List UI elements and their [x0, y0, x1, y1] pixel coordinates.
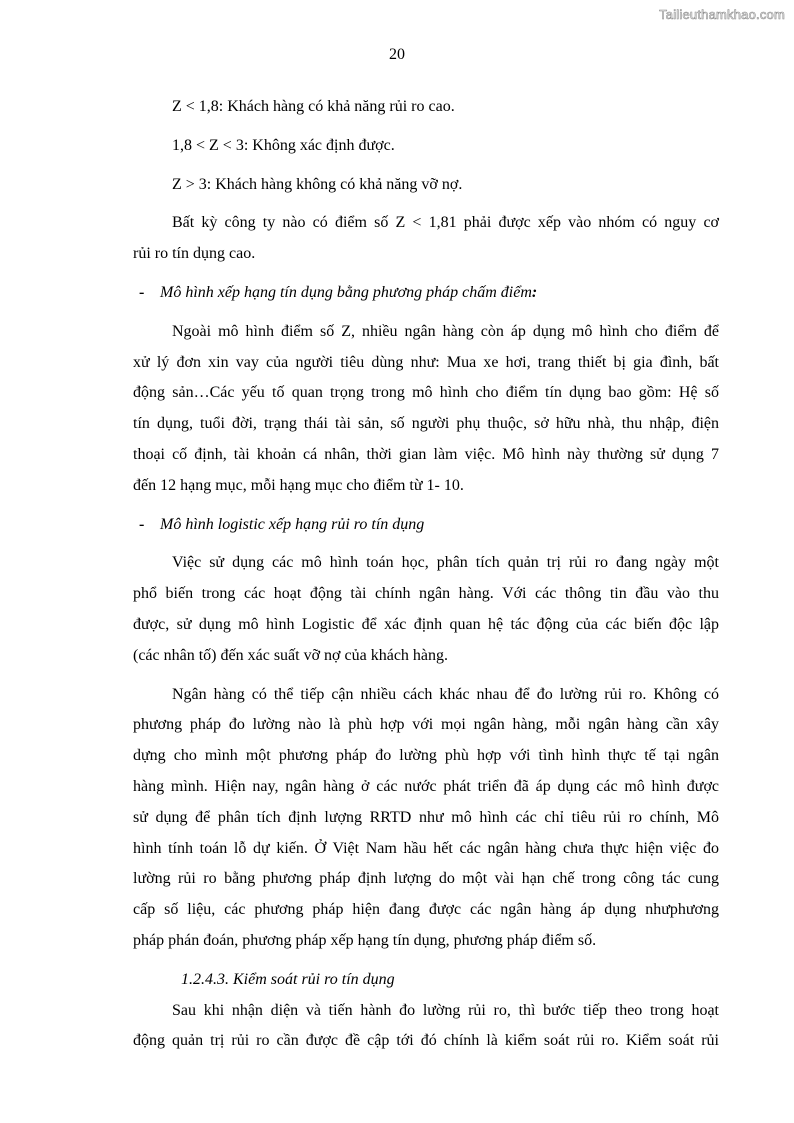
paragraph-line: hàng mình. Hiện nay, ngân hàng ở các nước phát triển đã áp dụng các mô hình được	[133, 777, 719, 795]
paragraph-logistic	[133, 548, 719, 671]
bullet-heading-text: Mô hình logistic xếp hạng rủi ro tín dụng	[160, 515, 425, 533]
paragraph-line: hình tính toán lỗ dự kiến. Ở Việt Nam hầu hết các ngân hàng chưa thực hiện việc đo	[133, 839, 719, 857]
section-heading: 1.2.4.3. Kiểm soát rủi ro tín dụng	[181, 970, 395, 988]
paragraph-line: sử dụng để phân tích định lượng RRTD như mô hình các chỉ tiêu rủi ro chính, Mô	[133, 808, 719, 826]
bullet-heading-colon: :	[531, 283, 538, 301]
paragraph-line: Bất kỳ công ty nào có điểm số Z < 1,81 phải được xếp vào nhóm có nguy cơ	[172, 214, 719, 232]
paragraph-line: Ngân hàng có thể tiếp cận nhiều cách khác nhau để đo lường rủi ro. Không có	[172, 685, 719, 703]
paragraph-line: động sản…Các yếu tố quan trọng trong mô hình cho điểm tín dụng bao gồm: Hệ số	[133, 384, 719, 402]
bullet-dash: -	[139, 515, 145, 533]
paragraph-z-threshold	[133, 208, 719, 270]
document-body	[133, 92, 719, 1057]
paragraph-line: đến 12 hạng mục, mỗi hạng mục cho điểm từ 1- 10.	[133, 476, 464, 494]
paragraph-line: Sau khi nhận diện và tiến hành đo lường rủi ro, thì bước tiếp theo trong hoạt	[172, 1001, 719, 1019]
paragraph-control	[133, 996, 719, 1058]
bullet-heading-text: Mô hình xếp hạng tín dụng bằng phương pháp chấm điểm	[160, 283, 532, 301]
paragraph-line: Ngoài mô hình điểm số Z, nhiều ngân hàng còn áp dụng mô hình cho điểm để	[172, 322, 719, 340]
paragraph-line: tín dụng, tuổi đời, trạng thái tài sản, số người phụ thuộc, sở hữu nhà, thu nhập, điện	[133, 415, 719, 433]
paragraph-line: cấp số liệu, các phương pháp hiện đang được các ngân hàng áp dụng nhưphương	[133, 901, 719, 919]
paragraph-measurement	[133, 680, 719, 957]
paragraph-line: động quản trị rủi ro cần được đề cập tới đó chính là kiểm soát rủi ro. Kiểm soát rủi	[133, 1032, 719, 1050]
paragraph-line: rủi ro tín dụng cao.	[133, 245, 256, 263]
watermark: Tailieuthamkhao.com	[659, 7, 785, 22]
bullet-scoring-model	[133, 278, 719, 309]
paragraph-scoring	[133, 317, 719, 502]
paragraph-line: được, sử dụng mô hình Logistic để xác định quan hệ tác động của các biến độc lập	[133, 615, 719, 633]
paragraph-line: pháp phán đoán, phương pháp xếp hạng tín dụng, phương pháp điểm số.	[133, 931, 597, 949]
bullet-logistic-model	[133, 510, 719, 541]
paragraph-line: (các nhân tố) đến xác suất vỡ nợ của khách hàng.	[133, 646, 449, 664]
z-score-mid-line: 1,8 < Z < 3: Không xác định được.	[172, 136, 395, 154]
paragraph-line: Việc sử dụng các mô hình toán học, phân tích quản trị rủi ro đang ngày một	[172, 554, 719, 572]
bullet-dash: -	[139, 283, 145, 301]
paragraph-line: dựng cho mình một phương pháp đo lường phù hợp với tình hình thực tế tại ngân	[133, 747, 719, 765]
z-score-high-line: Z > 3: Khách hàng không có khả năng vỡ nợ.	[172, 175, 463, 193]
paragraph-line: phương pháp đo lường nào là phù hợp với mọi ngân hàng, mỗi ngân hàng cần xây	[133, 716, 719, 734]
z-score-low-line: Z < 1,8: Khách hàng có khả năng rủi ro cao.	[172, 98, 455, 115]
paragraph-line: phổ biến trong các hoạt động tài chính ngân hàng. Với các thông tin đầu vào thu	[133, 585, 719, 603]
paragraph-line: thoại cố định, tài khoản cá nhân, thời gian làm việc. Mô hình này thường sử dụng 7	[133, 445, 719, 463]
paragraph-line: xử lý đơn xin vay của người tiêu dùng như: Mua xe hơi, trang thiết bị gia đình, bất	[133, 353, 719, 371]
page-number: 20	[389, 46, 405, 63]
paragraph-line: lường rủi ro bằng phương pháp định lượng do một vài hạn chế trong công tác cung	[133, 870, 719, 888]
